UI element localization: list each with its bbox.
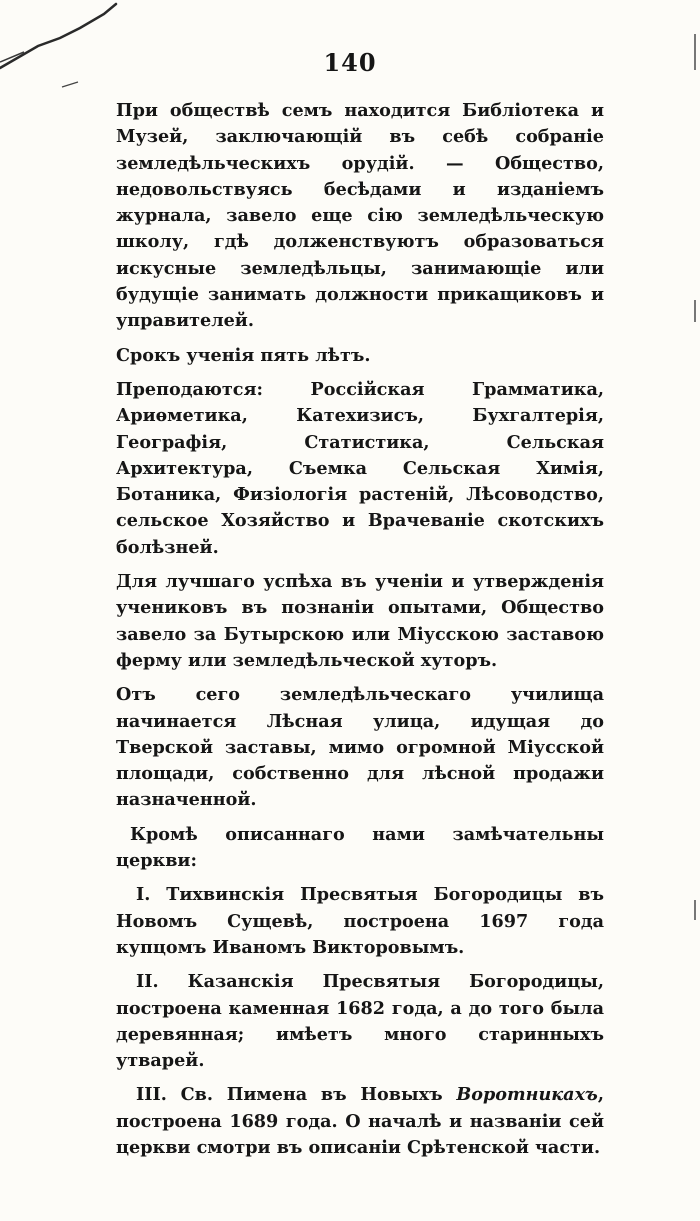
paragraph-library: При обществѣ семъ находится Библіотека и Музей, заключающій въ себѣ собраніе земледѣльческихъ орудій. — Общество, недовольствуясь бесѣдами и изданіемъ журнала, завело еще сію земледѣльческую школу, гдѣ долженствуютъ образоваться искусные земледѣльцы, занимающіе или будущіе занимать должности прикащиковъ и управителей. <box>116 100 604 332</box>
church-3-lead: III. Св. Пимена въ Новыхъ <box>136 1084 457 1106</box>
body-text <box>116 98 604 1161</box>
page-edge-mark <box>694 300 696 322</box>
page-number: 140 <box>323 48 377 77</box>
paragraph-term: Срокъ ученія пять лѣтъ. <box>116 344 371 366</box>
paragraph-subjects: Преподаются: Россійская Грамматика, Ариѳметика, Катехизисъ, Бухгалтерія, Географія, Статистика, Сельская Архитектура, Съемка Сельская Химія, Ботаника, Физіологія растеній, Лѣсоводство, сельское Хозяйство и Врачеваніе скотскихъ болѣзней. <box>116 378 604 558</box>
paragraph-farm: Для лучшаго успѣха въ ученіи и утвержденія учениковъ въ познаніи опытами, Общество завело за Бутырскою или Міусскою заставою ферму или земледѣльческой хуторъ. <box>116 571 604 671</box>
paragraph-street: Отъ сего земледѣльческаго училища начинается Лѣсная улица, идущая до Тверской заставы, мимо огромной Міусской площади, собственно для лѣсной продажи назначенной. <box>116 684 604 811</box>
page-edge-mark <box>694 900 696 920</box>
church-3-tail: , построена 1689 года. О началѣ и названіи сей церкви смотри въ описаніи Срѣтенской части. <box>116 1084 604 1158</box>
paragraph-church-2: II. Казанскія Пресвятыя Богородицы, построена каменная 1682 года, а до того была деревянная; имѣетъ много старинныхъ утварей. <box>116 971 604 1072</box>
paragraph-church-3 <box>116 1082 604 1161</box>
church-3-italic: Воротникахъ <box>456 1084 598 1106</box>
paragraph-church-1: I. Тихвинскія Пресвятыя Богородицы въ Новомъ Сущевѣ, построена 1697 года купцомъ Иваномъ Викторовымъ. <box>116 884 604 958</box>
paragraph-churches-intro: Кромѣ описаннаго нами замѣчательны церкви: <box>116 823 604 872</box>
